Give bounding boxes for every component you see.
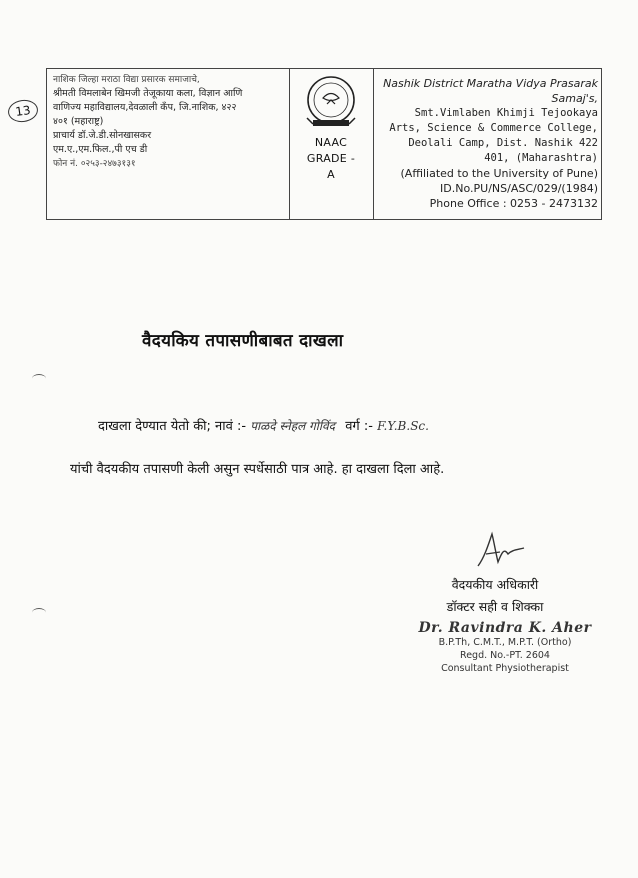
college-logo-icon	[293, 74, 369, 130]
certificate-title: वैदयकिय तपासणीबाबत दाखला	[142, 331, 344, 351]
certificate-line-1	[98, 416, 429, 434]
doctor-stamp	[410, 620, 600, 675]
letterhead-logo-block	[293, 74, 369, 182]
college-name-english: Smt.Vimlaben Khimji Tejookaya	[414, 107, 598, 119]
college-faculties: Arts, Science & Commerce College,	[389, 122, 598, 134]
principal-degrees: एम.ए.,एम.फिल.,पी एच डी	[53, 144, 148, 155]
handwritten-signature	[474, 528, 530, 570]
college-state-english: 401, (Maharashtra)	[484, 152, 598, 164]
college-id-number: ID.No.PU/NS/ASC/029/(1984)	[440, 182, 598, 195]
college-state-marathi: ४०१ (महाराष्ट्र)	[53, 116, 104, 127]
society-name-english: Nashik District Maratha Vidya Prasarak	[383, 77, 598, 90]
margin-mark	[32, 608, 46, 617]
signature-block	[395, 574, 595, 618]
naac-line-2: GRADE -	[306, 152, 356, 165]
naac-line-1: NAAC	[314, 136, 348, 149]
certify-prefix: दाखला देण्यात येतो की; नावं :-	[98, 419, 247, 434]
student-name: पाळदे स्नेहल गोविंद	[250, 419, 336, 433]
letterhead-english	[372, 76, 598, 211]
class-value: F.Y.B.Sc.	[377, 419, 429, 433]
sign-and-seal-label: डॉक्टर सही व शिक्का	[446, 599, 544, 614]
doctor-name: Dr. Ravindra K. Aher	[418, 620, 592, 636]
doctor-role: Consultant Physiotherapist	[441, 663, 569, 674]
college-name-marathi: श्रीमती विमलाबेन खिमजी तेजूकाया कला, विज्ञान आणि	[53, 88, 243, 99]
designation-medical-officer: वैदयकीय अधिकारी	[451, 577, 539, 592]
phone-marathi: फोन नं. ०२५३-२४७३१३१	[53, 159, 136, 169]
college-address-marathi: वाणिज्य महाविद्यालय,देवळाली कँप, जि.नाशिक, ४२२	[53, 102, 237, 113]
naac-line-3: A	[327, 168, 335, 181]
college-address-english: Deolali Camp, Dist. Nashik 422	[408, 137, 598, 149]
society-name-english-cont: Samaj's,	[551, 92, 598, 105]
principal-name: प्राचार्य डॉ.जे.डी.सोनखासकर	[53, 130, 152, 141]
class-label: वर्ग :-	[345, 419, 373, 434]
letterhead-marathi	[53, 73, 285, 171]
certificate-line-2: यांची वैदयकीय तपासणी केली असुन स्पर्धेसाठी पात्र आहे. हा दाखला दिला आहे.	[70, 462, 445, 477]
letterhead-divider-left	[289, 68, 290, 220]
doctor-qualifications: B.P.Th, C.M.T., M.P.T. (Ortho)	[438, 637, 572, 648]
society-name-marathi: नाशिक जिल्हा मराठा विद्या प्रसारक समाजाचे,	[53, 75, 200, 85]
affiliation: (Affiliated to the University of Pune)	[400, 167, 598, 180]
page-number: 13	[7, 98, 40, 124]
doctor-registration: Regd. No.-PT. 2604	[460, 650, 550, 661]
phone-office: Phone Office : 0253 - 2473132	[429, 197, 598, 210]
margin-mark	[32, 374, 46, 383]
